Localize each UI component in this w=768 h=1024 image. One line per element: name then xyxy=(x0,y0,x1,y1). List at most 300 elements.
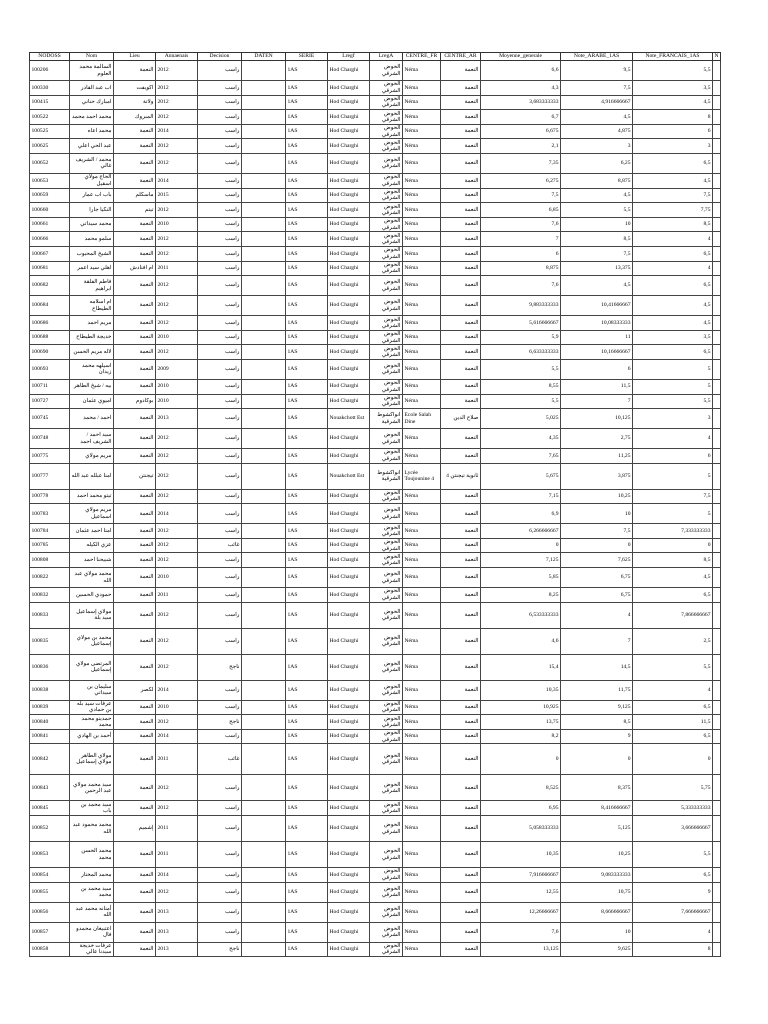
region-fr-cell: Hod Charghi xyxy=(328,882,370,902)
centre-fr-cell: Néma xyxy=(403,588,441,603)
place-cell: النعمة xyxy=(114,744,156,775)
region-ar-cell: الحوض الشرقي xyxy=(370,775,403,801)
decision-cell: راسب xyxy=(198,316,242,331)
average-cell: 5,85 xyxy=(481,568,561,588)
centre-fr-cell: Néma xyxy=(403,276,441,296)
place-cell: النعمة xyxy=(114,700,156,715)
average-cell: 12,26666667 xyxy=(481,902,561,922)
arabic-grade-cell: 8,5 xyxy=(561,715,633,730)
n-cell xyxy=(713,61,721,81)
centre-ar-cell: النعمة xyxy=(441,524,481,539)
french-grade-cell: 7,866666667 xyxy=(633,602,713,628)
table-row xyxy=(30,173,721,188)
year-cell: 2012 xyxy=(156,524,198,539)
average-cell: 10,35 xyxy=(481,680,561,700)
place-cell: النعمة xyxy=(114,902,156,922)
year-cell: 2009 xyxy=(156,359,198,379)
centre-fr-cell: Néma xyxy=(403,246,441,261)
n-cell xyxy=(713,110,721,125)
n-cell xyxy=(713,568,721,588)
n-cell xyxy=(713,654,721,680)
daten-cell xyxy=(242,922,286,942)
table-row xyxy=(30,276,721,296)
centre-ar-cell: النعمة xyxy=(441,775,481,801)
region-ar-cell: الحوض الشرقي xyxy=(370,345,403,360)
decision-cell: راسب xyxy=(198,81,242,96)
dossier-cell: 100661 xyxy=(30,217,70,232)
n-cell xyxy=(713,153,721,173)
centre-fr-cell: Néma xyxy=(403,188,441,203)
decision-cell: راسب xyxy=(198,628,242,654)
table-row xyxy=(30,628,721,654)
decision-cell: راسب xyxy=(198,124,242,139)
dossier-cell: 100832 xyxy=(30,588,70,603)
dossier-cell: 100206 xyxy=(30,61,70,81)
name-cell: محمد المختار xyxy=(70,868,114,883)
place-cell: النعمة xyxy=(114,524,156,539)
region-ar-cell: الحوض الشرقي xyxy=(370,61,403,81)
year-cell: 2012 xyxy=(156,95,198,110)
french-grade-cell: 6,5 xyxy=(633,700,713,715)
region-fr-cell: Hod Charghi xyxy=(328,868,370,883)
centre-fr-cell: Néma xyxy=(403,568,441,588)
table-row xyxy=(30,553,721,568)
arabic-grade-cell: 2,75 xyxy=(561,429,633,449)
daten-cell xyxy=(242,345,286,360)
region-fr-cell: Nouakchott Est xyxy=(328,463,370,489)
region-ar-cell: الحوض الشرقي xyxy=(370,203,403,218)
place-cell: النعمة xyxy=(114,276,156,296)
decision-cell: راسب xyxy=(198,276,242,296)
daten-cell xyxy=(242,538,286,553)
decision-cell: راسب xyxy=(198,449,242,464)
region-fr-cell: Hod Charghi xyxy=(328,276,370,296)
centre-ar-cell: النعمة xyxy=(441,110,481,125)
year-cell: 2013 xyxy=(156,942,198,957)
serie-cell: 1AS xyxy=(286,81,328,96)
column-header: Moyenne_generale xyxy=(481,53,561,61)
n-cell xyxy=(713,449,721,464)
arabic-grade-cell: 11,5 xyxy=(561,379,633,394)
year-cell: 2012 xyxy=(156,449,198,464)
arabic-grade-cell: 4,5 xyxy=(561,188,633,203)
name-cell: شبيحنا احمد xyxy=(70,553,114,568)
region-fr-cell: Hod Charghi xyxy=(328,153,370,173)
average-cell: 12,55 xyxy=(481,882,561,902)
average-cell: 5,616666667 xyxy=(481,316,561,331)
region-ar-cell: الحوض الشرقي xyxy=(370,942,403,957)
centre-fr-cell: Néma xyxy=(403,345,441,360)
decision-cell: راسب xyxy=(198,261,242,276)
centre-fr-cell: Néma xyxy=(403,394,441,409)
place-cell: تيجنتن xyxy=(114,463,156,489)
region-ar-cell: الحوض الشرقي xyxy=(370,394,403,409)
centre-fr-cell: Néma xyxy=(403,654,441,680)
n-cell xyxy=(713,246,721,261)
french-grade-cell: 8,5 xyxy=(633,217,713,232)
serie-cell: 1AS xyxy=(286,744,328,775)
year-cell: 2011 xyxy=(156,261,198,276)
n-cell xyxy=(713,124,721,139)
n-cell xyxy=(713,744,721,775)
name-cell: سيد محمد بن محمد xyxy=(70,882,114,902)
n-cell xyxy=(713,217,721,232)
centre-fr-cell: Néma xyxy=(403,942,441,957)
year-cell: 2012 xyxy=(156,429,198,449)
region-fr-cell: Hod Charghi xyxy=(328,449,370,464)
name-cell: محمد / الشريف غالي xyxy=(70,153,114,173)
year-cell: 2010 xyxy=(156,568,198,588)
region-ar-cell: الحوض الشرقي xyxy=(370,602,403,628)
centre-ar-cell: النعمة xyxy=(441,489,481,504)
table-row xyxy=(30,296,721,316)
table-row xyxy=(30,602,721,628)
name-cell: أمنانه محمد عبد الله xyxy=(70,902,114,922)
table-row xyxy=(30,538,721,553)
dossier-cell: 100522 xyxy=(30,110,70,125)
n-cell xyxy=(713,261,721,276)
french-grade-cell: 8 xyxy=(633,942,713,957)
region-fr-cell: Hod Charghi xyxy=(328,379,370,394)
place-cell: النعمة xyxy=(114,489,156,504)
serie-cell: 1AS xyxy=(286,568,328,588)
dossier-cell: 100843 xyxy=(30,775,70,801)
serie-cell: 1AS xyxy=(286,680,328,700)
region-fr-cell: Hod Charghi xyxy=(328,942,370,957)
serie-cell: 1AS xyxy=(286,602,328,628)
french-grade-cell: 6 xyxy=(633,449,713,464)
daten-cell xyxy=(242,868,286,883)
region-ar-cell: الحوض الشرقي xyxy=(370,842,403,868)
french-grade-cell: 3,666666667 xyxy=(633,816,713,842)
decision-cell: ناجح xyxy=(198,942,242,957)
daten-cell xyxy=(242,775,286,801)
arabic-grade-cell: 4,916666667 xyxy=(561,95,633,110)
french-grade-cell: 11,5 xyxy=(633,715,713,730)
decision-cell: راسب xyxy=(198,842,242,868)
french-grade-cell: 6,5 xyxy=(633,153,713,173)
year-cell: 2014 xyxy=(156,124,198,139)
region-ar-cell: الحوض الشرقي xyxy=(370,276,403,296)
n-cell xyxy=(713,139,721,154)
region-ar-cell: الحوض الشرقي xyxy=(370,296,403,316)
average-cell: 4,3 xyxy=(481,81,561,96)
average-cell: 6,95 xyxy=(481,801,561,816)
decision-cell: راسب xyxy=(198,203,242,218)
year-cell: 2012 xyxy=(156,628,198,654)
column-header: Nom xyxy=(70,53,114,61)
centre-ar-cell: النعمة xyxy=(441,801,481,816)
daten-cell xyxy=(242,110,286,125)
column-header: N xyxy=(714,53,719,60)
region-ar-cell: الحوض الشرقي xyxy=(370,504,403,524)
daten-cell xyxy=(242,680,286,700)
year-cell: 2012 xyxy=(156,203,198,218)
centre-fr-cell: Néma xyxy=(403,744,441,775)
french-grade-cell: 6,5 xyxy=(633,729,713,744)
arabic-grade-cell: 11,75 xyxy=(561,680,633,700)
daten-cell xyxy=(242,95,286,110)
average-cell: 6,275 xyxy=(481,173,561,188)
dossier-cell: 100822 xyxy=(30,568,70,588)
region-fr-cell: Hod Charghi xyxy=(328,110,370,125)
daten-cell xyxy=(242,842,286,868)
decision-cell: راسب xyxy=(198,588,242,603)
french-grade-cell: 3,5 xyxy=(633,81,713,96)
region-fr-cell: Hod Charghi xyxy=(328,429,370,449)
average-cell: 8,875 xyxy=(481,261,561,276)
table-row xyxy=(30,588,721,603)
centre-ar-cell: النعمة xyxy=(441,538,481,553)
centre-ar-cell: النعمة xyxy=(441,504,481,524)
arabic-grade-cell: 10 xyxy=(561,504,633,524)
name-cell: مريم مولاي xyxy=(70,449,114,464)
n-cell xyxy=(713,203,721,218)
place-cell: بوكادوم xyxy=(114,394,156,409)
region-fr-cell: Hod Charghi xyxy=(328,538,370,553)
decision-cell: راسب xyxy=(198,379,242,394)
average-cell: 7,6 xyxy=(481,217,561,232)
average-cell: 13,125 xyxy=(481,942,561,957)
place-cell: النعمة xyxy=(114,345,156,360)
year-cell: 2012 xyxy=(156,489,198,504)
daten-cell xyxy=(242,729,286,744)
column-header: Annaenais xyxy=(156,53,198,61)
column-header: CENTRE_FR xyxy=(403,53,441,61)
table-row xyxy=(30,654,721,680)
decision-cell: راسب xyxy=(198,504,242,524)
decision-cell: راسب xyxy=(198,553,242,568)
daten-cell xyxy=(242,463,286,489)
n-cell xyxy=(713,902,721,922)
arabic-grade-cell: 6,25 xyxy=(561,153,633,173)
centre-fr-cell: Néma xyxy=(403,379,441,394)
centre-fr-cell: Néma xyxy=(403,504,441,524)
arabic-grade-cell: 7 xyxy=(561,628,633,654)
french-grade-cell: 6,5 xyxy=(633,345,713,360)
average-cell: 10,925 xyxy=(481,700,561,715)
n-cell xyxy=(713,463,721,489)
centre-fr-cell: Néma xyxy=(403,139,441,154)
centre-ar-cell: النعمة xyxy=(441,429,481,449)
place-cell: النعمة xyxy=(114,868,156,883)
region-fr-cell: Hod Charghi xyxy=(328,628,370,654)
centre-ar-cell: النعمة xyxy=(441,449,481,464)
french-grade-cell: 4,5 xyxy=(633,296,713,316)
french-grade-cell: 5,5 xyxy=(633,654,713,680)
column-header: CENTRE_AR xyxy=(441,53,481,61)
region-ar-cell: الحوض الشرقي xyxy=(370,139,403,154)
daten-cell xyxy=(242,801,286,816)
n-cell xyxy=(713,232,721,247)
centre-fr-cell: Néma xyxy=(403,203,441,218)
region-ar-cell: الحوض الشرقي xyxy=(370,124,403,139)
name-cell: مولاي الطاهر مولاي إسماعيل xyxy=(70,744,114,775)
centre-ar-cell: النعمة xyxy=(441,680,481,700)
average-cell: 7,35 xyxy=(481,153,561,173)
centre-ar-cell: النعمة xyxy=(441,882,481,902)
table-row xyxy=(30,379,721,394)
n-cell xyxy=(713,715,721,730)
place-cell: النعمة xyxy=(114,729,156,744)
region-ar-cell: الحوض الشرقي xyxy=(370,882,403,902)
dossier-cell: 100666 xyxy=(30,232,70,247)
arabic-grade-cell: 7,5 xyxy=(561,524,633,539)
name-cell: امنا احمد عثمان xyxy=(70,524,114,539)
dossier-cell: 100653 xyxy=(30,173,70,188)
centre-ar-cell: النعمة xyxy=(441,345,481,360)
region-ar-cell: الحوض الشرقي xyxy=(370,188,403,203)
year-cell: 2012 xyxy=(156,538,198,553)
decision-cell: راسب xyxy=(198,188,242,203)
table-row xyxy=(30,217,721,232)
table-row xyxy=(30,246,721,261)
serie-cell: 1AS xyxy=(286,217,328,232)
year-cell: 2014 xyxy=(156,173,198,188)
french-grade-cell: 2,5 xyxy=(633,628,713,654)
centre-ar-cell: النعمة xyxy=(441,173,481,188)
name-cell: عرفات خديجة سيدنا عالي xyxy=(70,942,114,957)
name-cell: امبارك حناني xyxy=(70,95,114,110)
year-cell: 2012 xyxy=(156,139,198,154)
n-cell xyxy=(713,553,721,568)
name-cell: باب اب عمار xyxy=(70,188,114,203)
year-cell: 2010 xyxy=(156,394,198,409)
decision-cell: راسب xyxy=(198,359,242,379)
region-ar-cell: انواكشوط الشرقية xyxy=(370,409,403,429)
serie-cell: 1AS xyxy=(286,359,328,379)
dossier-cell: 100727 xyxy=(30,394,70,409)
place-cell: النعمة xyxy=(114,316,156,331)
average-cell: 0 xyxy=(481,744,561,775)
table-row xyxy=(30,316,721,331)
region-ar-cell: الحوض الشرقي xyxy=(370,588,403,603)
name-cell: لاله مريم الحسن xyxy=(70,345,114,360)
serie-cell: 1AS xyxy=(286,110,328,125)
place-cell: النعمة xyxy=(114,409,156,429)
average-cell: 5,5 xyxy=(481,394,561,409)
region-fr-cell: Hod Charghi xyxy=(328,261,370,276)
centre-ar-cell: النعمة xyxy=(441,188,481,203)
serie-cell: 1AS xyxy=(286,153,328,173)
decision-cell: راسب xyxy=(198,217,242,232)
arabic-grade-cell: 8,666666667 xyxy=(561,902,633,922)
name-cell: ام اسلامه الطيطاح xyxy=(70,296,114,316)
serie-cell: 1AS xyxy=(286,232,328,247)
centre-ar-cell: النعمة xyxy=(441,61,481,81)
centre-fr-cell: Néma xyxy=(403,95,441,110)
french-grade-cell: 5,5 xyxy=(633,61,713,81)
year-cell: 2012 xyxy=(156,246,198,261)
serie-cell: 1AS xyxy=(286,379,328,394)
average-cell: 3,683333333 xyxy=(481,95,561,110)
place-cell: النعمة xyxy=(114,775,156,801)
daten-cell xyxy=(242,429,286,449)
name-cell: عزي الكيله xyxy=(70,538,114,553)
year-cell: 2012 xyxy=(156,316,198,331)
n-cell xyxy=(713,345,721,360)
year-cell: 2010 xyxy=(156,217,198,232)
dossier-cell: 100659 xyxy=(30,188,70,203)
dossier-cell: 100840 xyxy=(30,715,70,730)
french-grade-cell: 7,5 xyxy=(633,489,713,504)
name-cell: تيتو محمد احمد xyxy=(70,489,114,504)
average-cell: 6,85 xyxy=(481,203,561,218)
centre-fr-cell: Néma xyxy=(403,922,441,942)
centre-fr-cell: Néma xyxy=(403,775,441,801)
decision-cell: راسب xyxy=(198,463,242,489)
n-cell xyxy=(713,882,721,902)
name-cell: السالمة محمد العلوم xyxy=(70,61,114,81)
arabic-grade-cell: 10,25 xyxy=(561,842,633,868)
centre-ar-cell: النعمة xyxy=(441,124,481,139)
french-grade-cell: 4 xyxy=(633,680,713,700)
place-cell: النعمة xyxy=(114,379,156,394)
name-cell: عبد الحي اعلي xyxy=(70,139,114,154)
daten-cell xyxy=(242,139,286,154)
daten-cell xyxy=(242,700,286,715)
french-grade-cell: 7,75 xyxy=(633,203,713,218)
dossier-cell: 100783 xyxy=(30,504,70,524)
decision-cell: راسب xyxy=(198,345,242,360)
header-row xyxy=(30,53,721,61)
serie-cell: 1AS xyxy=(286,654,328,680)
region-fr-cell: Hod Charghi xyxy=(328,775,370,801)
region-fr-cell: Hod Charghi xyxy=(328,246,370,261)
average-cell: 8,55 xyxy=(481,379,561,394)
average-cell: 7,5 xyxy=(481,188,561,203)
decision-cell: راسب xyxy=(198,680,242,700)
centre-ar-cell: النعمة xyxy=(441,203,481,218)
daten-cell xyxy=(242,588,286,603)
daten-cell xyxy=(242,61,286,81)
serie-cell: 1AS xyxy=(286,868,328,883)
average-cell: 6,533333333 xyxy=(481,602,561,628)
n-cell xyxy=(713,801,721,816)
centre-fr-cell: Néma xyxy=(403,538,441,553)
french-grade-cell: 3 xyxy=(633,409,713,429)
serie-cell: 1AS xyxy=(286,261,328,276)
french-grade-cell: 4,5 xyxy=(633,316,713,331)
centre-fr-cell: Néma xyxy=(403,680,441,700)
french-grade-cell: 5 xyxy=(633,504,713,524)
dossier-cell: 100525 xyxy=(30,124,70,139)
arabic-grade-cell: 10,25 xyxy=(561,489,633,504)
french-grade-cell: 4,5 xyxy=(633,568,713,588)
centre-fr-cell: Néma xyxy=(403,261,441,276)
n-cell xyxy=(713,95,721,110)
name-cell: الحاج مولاي اسقيل xyxy=(70,173,114,188)
daten-cell xyxy=(242,449,286,464)
place-cell: النعمة xyxy=(114,232,156,247)
decision-cell: راسب xyxy=(198,489,242,504)
arabic-grade-cell: 5,125 xyxy=(561,816,633,842)
table-row xyxy=(30,203,721,218)
place-cell: النعمة xyxy=(114,359,156,379)
arabic-grade-cell: 11 xyxy=(561,330,633,345)
region-ar-cell: الحوض الشرقي xyxy=(370,680,403,700)
french-grade-cell: 4 xyxy=(633,922,713,942)
region-fr-cell: Hod Charghi xyxy=(328,61,370,81)
average-cell: 5,5 xyxy=(481,359,561,379)
serie-cell: 1AS xyxy=(286,538,328,553)
serie-cell: 1AS xyxy=(286,61,328,81)
year-cell: 2014 xyxy=(156,680,198,700)
arabic-grade-cell: 7,5 xyxy=(561,81,633,96)
n-cell xyxy=(713,942,721,957)
arabic-grade-cell: 9,083333333 xyxy=(561,868,633,883)
centre-ar-cell: النعمة xyxy=(441,729,481,744)
